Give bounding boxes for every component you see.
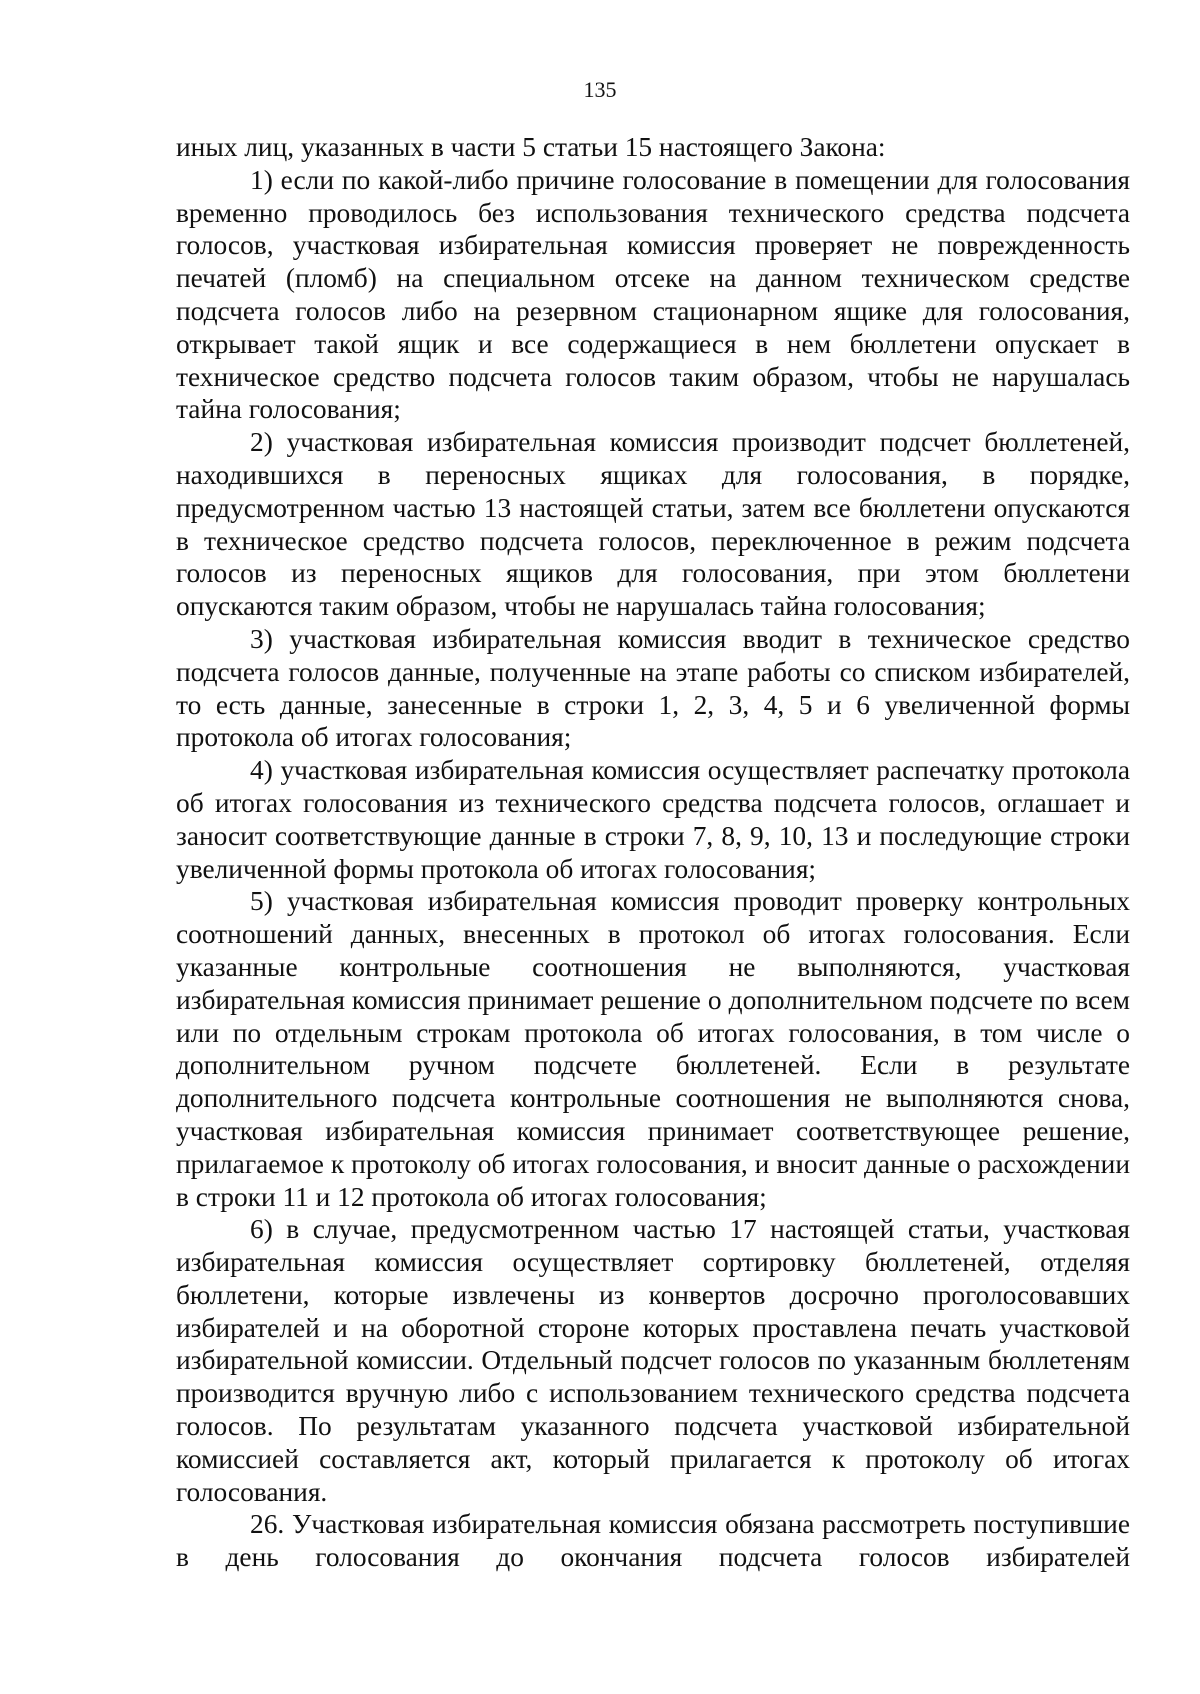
page-number: 135: [583, 77, 617, 102]
paragraph-section-26: 26. Участковая избирательная комиссия обязана рассмотреть поступившие в день голосования до окончания подсчета голосов избирателей: [176, 1509, 1130, 1573]
paragraph-item-3: 3) участковая избирательная комиссия вводит в техническое средство подсчета голосов данные, полученные на этапе работы со списком избирателей, то есть данные, занесенные в строки 1, 2, 3, 4, 5 и 6 увеличенной формы протокола об итогах голосования;: [176, 623, 1130, 753]
paragraph-item-5: 5) участковая избирательная комиссия проводит проверку контрольных соотношений данных, внесенных в протокол об итогах голосования. Если указанные контрольные соотношения не выполняются, участковая избирательная комиссия принимает решение о дополнительном подсчете по всем или по отдельным строкам протокола об итогах голосования, в том числе о дополнительном ручном подсчете бюллетеней. Если в результате дополнительного подсчета контрольные соотношения не выполняются снова, участковая избирательная комиссия принимает соответствующее решение, прилагаемое к протоколу об итогах голосования, и вносит данные о расхождении в строки 11 и 12 протокола об итогах голосования;: [176, 886, 1130, 1212]
paragraph-item-6: 6) в случае, предусмотренном частью 17 настоящей статьи, участковая избирательная комиссия осуществляет сортировку бюллетеней, отделяя бюллетени, которые извлечены из конвертов досрочно проголосовавших избирателей и на оборотной стороне которых проставлена печать участковой избирательной комиссии. Отдельный подсчет голосов по указанным бюллетеням производится вручную либо с использованием технического средства подсчета голосов. По результатам указанного подсчета участковой избирательной комиссией составляется акт, который прилагается к протоколу об итогах голосования.: [176, 1214, 1130, 1507]
paragraph-continuation: иных лиц, указанных в части 5 статьи 15 настоящего Закона:: [176, 132, 886, 162]
document-body: [176, 131, 1130, 1574]
paragraph-item-4: 4) участковая избирательная комиссия осуществляет распечатку протокола об итогах голосования из технического средства подсчета голосов, оглашает и заносит соответствующие данные в строки 7, 8, 9, 10, 13 и последующие строки увеличенной формы протокола об итогах голосования;: [176, 755, 1130, 884]
paragraph-item-2: 2) участковая избирательная комиссия производит подсчет бюллетеней, находившихся в переносных ящиках для голосования, в порядке, предусмотренном частью 13 настоящей статьи, затем все бюллетени опускаются в техническое средство подсчета голосов, переключенное в режим подсчета голосов из переносных ящиков для голосования, при этом бюллетени опускаются таким образом, чтобы не нарушалась тайна голосования;: [176, 427, 1130, 622]
paragraph-item-1: 1) если по какой-либо причине голосование в помещении для голосования временно проводилось без использования технического средства подсчета голосов, участковая избирательная комиссия проверяет не поврежденность печатей (пломб) на специальном отсеке на данном техническом средстве подсчета голосов либо на резервном стационарном ящике для голосования, открывает такой ящик и все содержащиеся в нем бюллетени опускает в техническое средство подсчета голосов таким образом, чтобы не нарушалась тайна голосования;: [176, 164, 1130, 425]
